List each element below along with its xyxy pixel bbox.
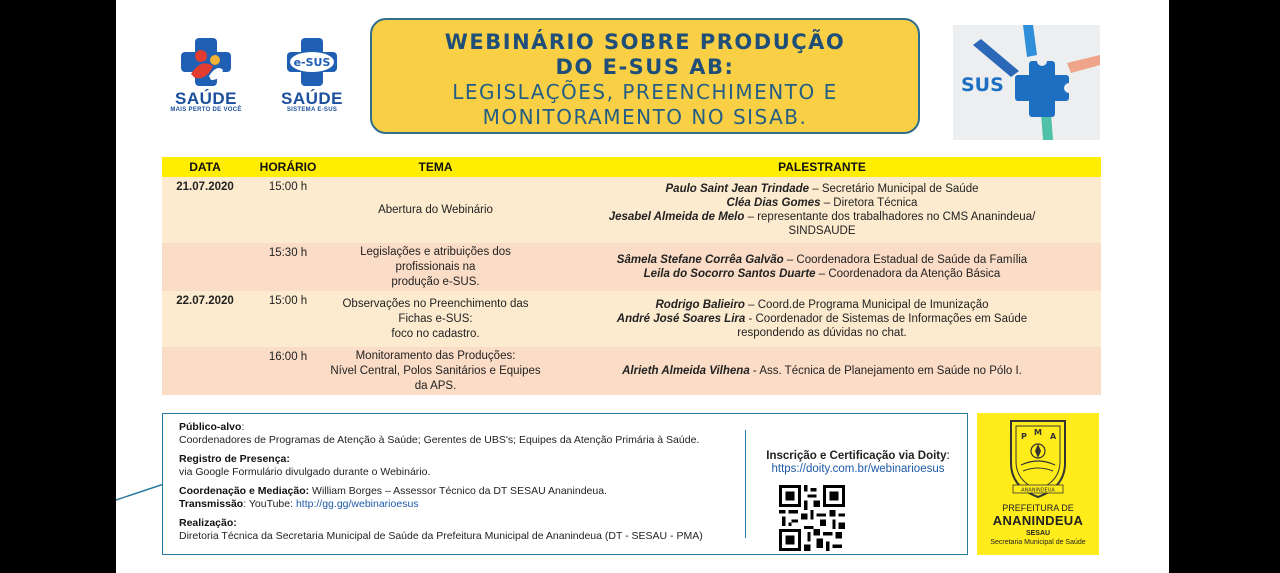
speaker-name: Alrieth Almeida Vilhena [622, 365, 750, 377]
speaker-role: – representante dos trabalhadores no CMS Ananindeua/ [744, 211, 1036, 223]
speaker-role: - Coordenador de Sistemas de Informações em Saúde [745, 313, 1028, 325]
youtube-link[interactable]: http://gg.gg/webinarioesus [295, 497, 419, 510]
pma-prefeitura: PREFEITURA DE [1002, 503, 1074, 513]
publico-text: Coordenadores de Programas de Atenção à Saúde; Gerentes de UBS's; Equipes da Atenção Primária à Saúde. [179, 433, 700, 446]
row-speakers [543, 243, 1101, 291]
table-row [162, 347, 1101, 395]
row-speakers [543, 291, 1101, 347]
pma-ribbon: ANANINDEUA [1021, 487, 1055, 494]
table-row [162, 291, 1101, 347]
row-speakers [543, 177, 1101, 243]
saude-word: SAÚDE [174, 89, 237, 108]
coat-of-arms-icon [1007, 417, 1069, 501]
sus-word: SUS [961, 74, 1004, 96]
row-topic [328, 347, 543, 395]
topic-line: Monitoramento das Produções: [355, 349, 516, 362]
coord-label: Coordenação e Mediação: [179, 485, 310, 497]
health-cross-icon [177, 36, 235, 88]
callout-line [116, 480, 166, 502]
esus-badge: e-SUS [293, 56, 331, 69]
flyer-page [116, 0, 1169, 573]
speaker-role: - Ass. Técnica de Planejamento em Saúde no Pólo I. [749, 365, 1022, 377]
header-data: DATA [162, 157, 248, 177]
speaker-role: – Diretora Técnica [820, 197, 918, 209]
row-topic: Abertura do Webinário [328, 177, 543, 243]
sus-puzzle-logo [953, 25, 1100, 140]
title-line-4: MONITORAMENTO NO SISAB. [482, 105, 808, 129]
schedule-table [162, 157, 1101, 395]
speaker-name: Sâmela Stefane Corrêa Galvão [616, 254, 784, 266]
topic-line: produção e-SUS. [391, 275, 480, 288]
divider [745, 430, 746, 538]
svg-text:P: P [1021, 432, 1027, 441]
pma-city: ANANINDEUA [992, 513, 1084, 528]
row-time: 16:00 h [248, 347, 328, 395]
qr-code-icon[interactable] [779, 485, 845, 551]
speaker-role-cont: SINDSAUDE [788, 225, 856, 237]
publico-label: Público-alvo [179, 421, 242, 433]
row-speakers [543, 347, 1101, 395]
speaker-role-cont: respondendo as dúvidas no chat. [737, 327, 907, 339]
title-banner [370, 18, 920, 134]
svg-text:A: A [1050, 432, 1057, 441]
registro-label: Registro de Presença: [179, 453, 290, 465]
title-line-2: DO E-SUS AB: [555, 55, 735, 79]
info-details [179, 421, 739, 549]
speaker-role: – Secretário Municipal de Saúde [809, 183, 979, 195]
speaker-role: – Coordenadora Estadual de Saúde da Família [783, 254, 1028, 266]
title-line-1: WEBINÁRIO SOBRE PRODUÇÃO [444, 30, 846, 54]
esus-cross-icon [283, 36, 341, 88]
registration-title: Inscrição e Certificação via Doity [766, 450, 947, 462]
registro-text: via Google Formulário divulgado durante o Webinário. [179, 465, 431, 478]
speaker-name: Jesabel Almeida de Melo [608, 211, 745, 223]
speaker-name: Leila do Socorro Santos Duarte [643, 268, 816, 280]
esus-tagline: SISTEMA E-SUS [286, 107, 338, 113]
row-time: 15:00 h [248, 177, 328, 243]
topic-line: Legislações e atribuições dos profissionais na [360, 245, 511, 273]
header-tema: TEMA [328, 157, 543, 177]
title-line-3: LEGISLAÇÕES, PREENCHIMENTO E [452, 80, 838, 104]
speaker-name: Paulo Saint Jean Trindade [665, 183, 810, 195]
row-time: 15:00 h [248, 291, 328, 347]
row-date [162, 347, 248, 395]
table-row [162, 243, 1101, 291]
speaker-role: – Coordenadora da Atenção Básica [815, 268, 1001, 280]
doity-link[interactable]: https://doity.com.br/webinarioesus [771, 463, 945, 475]
pma-logo-box [977, 413, 1099, 555]
speaker-name: Cléa Dias Gomes [726, 197, 821, 209]
header-palestrante: PALESTRANTE [543, 157, 1101, 177]
pma-secretaria: Secretaria Municipal de Saúde [990, 539, 1086, 546]
realizacao-label: Realização: [179, 517, 237, 529]
esus-logo [272, 36, 352, 114]
row-date: 22.07.2020 [162, 291, 248, 347]
trans-label: Transmissão [179, 497, 244, 510]
topic-line: foco no cadastro. [391, 327, 480, 340]
header-horario: HORÁRIO [248, 157, 328, 177]
saude-tagline: MAIS PERTO DE VOCÊ [170, 107, 242, 113]
topic-line: Nível Central, Polos Sanitários e Equipes da APS. [330, 364, 541, 392]
registration-colon: : [946, 450, 950, 462]
realizacao-text: Diretoria Técnica da Secretaria Municipal de Saúde da Prefeitura Municipal de Ananindeua (DT - SESAU - PMA) [179, 529, 703, 542]
speaker-name: André José Soares Lira [616, 313, 746, 325]
row-date [162, 243, 248, 291]
speaker-name: Rodrigo Balieiro [655, 299, 745, 311]
speaker-role: – Coord.de Programa Municipal de Imunização [744, 299, 989, 311]
table-header-row [162, 157, 1101, 177]
row-time: 15:30 h [248, 243, 328, 291]
info-box [162, 413, 968, 555]
trans-text: : YouTube: [243, 497, 296, 510]
registration-block [751, 450, 965, 475]
row-date: 21.07.2020 [162, 177, 248, 243]
topic-line: Observações no Preenchimento das Fichas e-SUS: [342, 297, 529, 325]
row-topic [328, 243, 543, 291]
table-row [162, 177, 1101, 243]
svg-text:M: M [1034, 428, 1042, 437]
row-topic [328, 291, 543, 347]
saude-logo [164, 36, 248, 114]
esus-saude-word: SAÚDE [280, 89, 343, 108]
pma-sesau: SESAU [1025, 530, 1051, 537]
publico-colon: : [241, 421, 245, 433]
coord-text: William Borges – Assessor Técnico da DT SESAU Ananindeua. [309, 485, 607, 497]
